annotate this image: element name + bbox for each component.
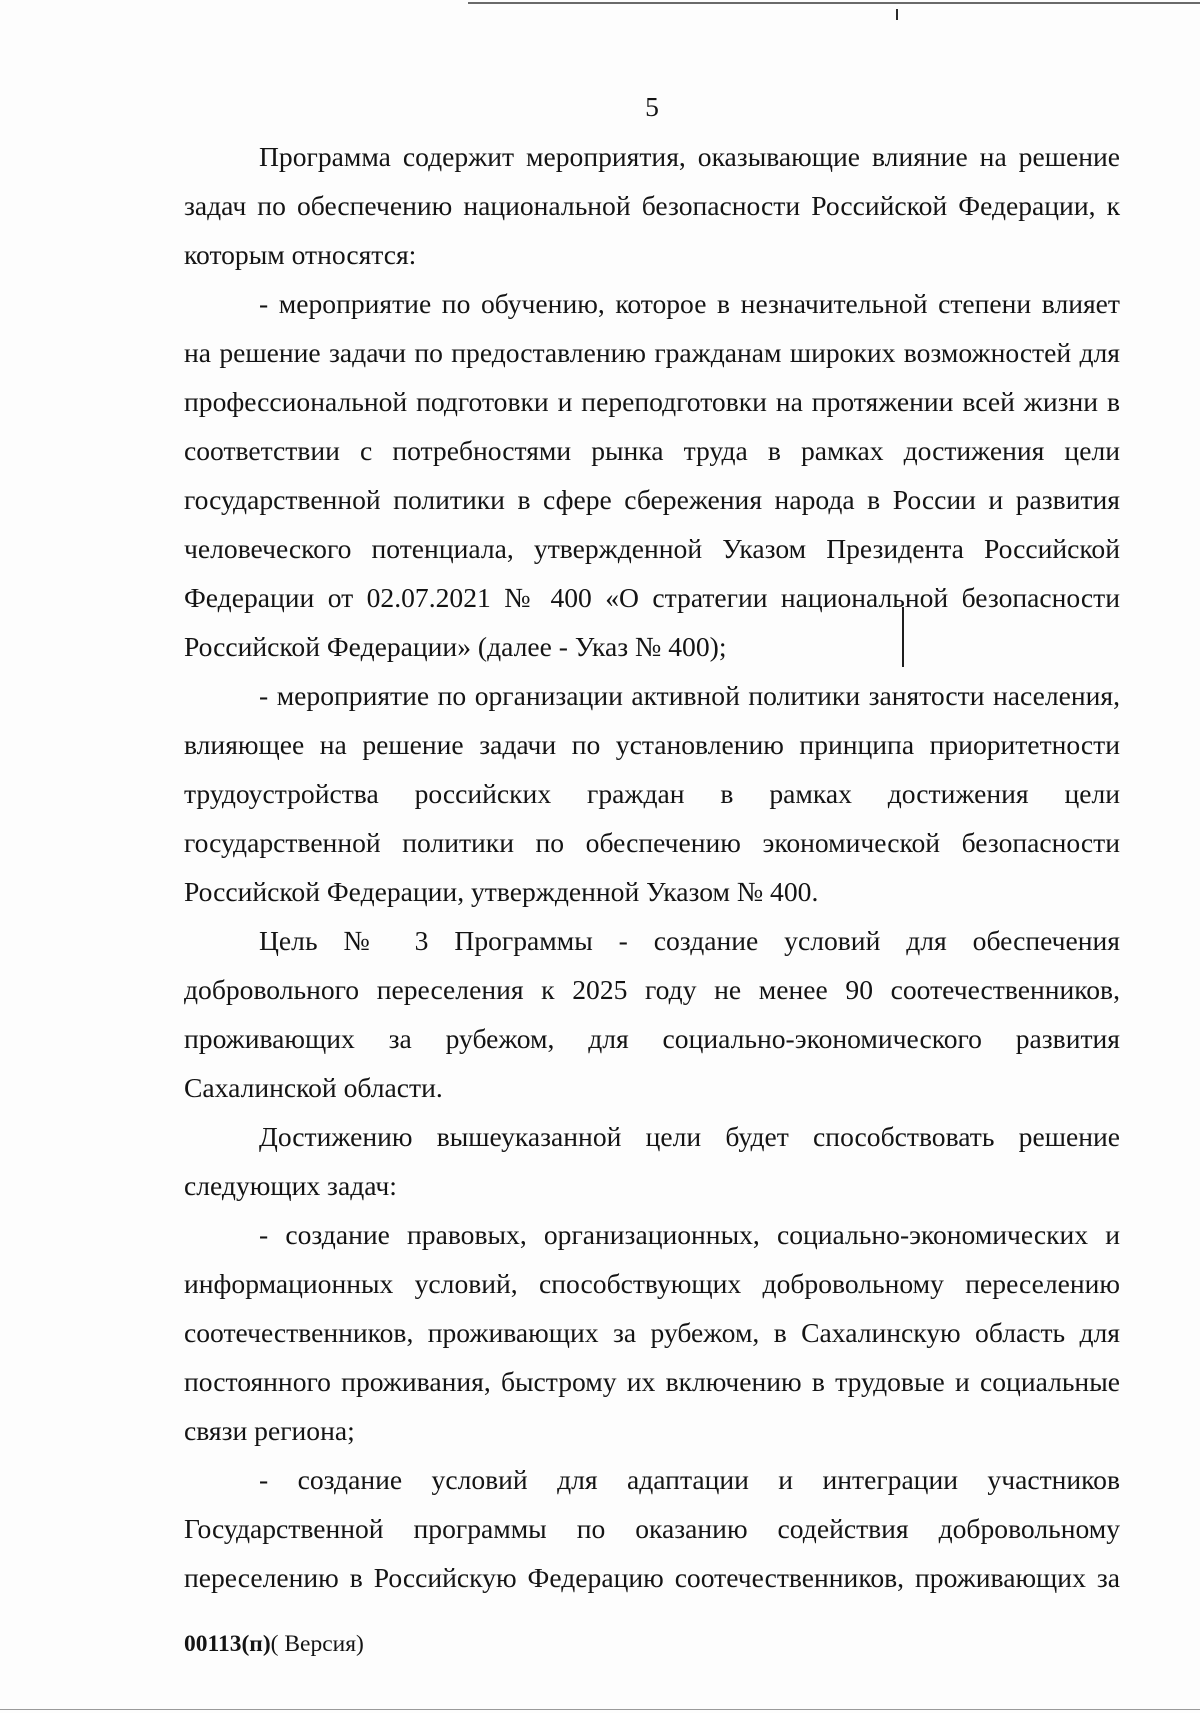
- paragraph-line: Цель № 3 Программы - создание условий для обеспечения: [259, 925, 1120, 956]
- paragraph-line: соответствии с потребностями рынка труда в рамках достижения цели: [184, 435, 1120, 466]
- task-bullet-conditions: [184, 1210, 1120, 1455]
- paragraph-line: переселению в Российскую Федерацию соотечественников, проживающих за: [184, 1562, 1120, 1593]
- paragraph-line: задач по обеспечению национальной безопасности Российской Федерации, к: [184, 190, 1120, 221]
- paragraph-line: Сахалинской области.: [184, 1072, 443, 1103]
- paragraph-line: Российской Федерации» (далее - Указ № 400);: [184, 631, 727, 662]
- paragraph-line: государственной политики по обеспечению экономической безопасности: [184, 827, 1120, 858]
- paragraph-line: государственной политики в сфере сбережения народа в России и развития: [184, 484, 1120, 515]
- paragraph-line: - создание условий для адаптации и интеграции участников: [259, 1464, 1120, 1495]
- paragraph-line: добровольного переселения к 2025 году не менее 90 соотечественников,: [184, 974, 1120, 1005]
- bullet-training-measure: [184, 279, 1120, 671]
- tasks-intro-paragraph: [184, 1112, 1120, 1210]
- document-footer: [184, 1629, 364, 1659]
- document-version: ( Версия): [270, 1631, 364, 1657]
- paragraph-line: постоянного проживания, быстрому их включению в трудовые и социальные: [184, 1366, 1120, 1397]
- scan-artifact-tick: [896, 9, 898, 20]
- paragraph-line: человеческого потенциала, утвержденной Указом Президента Российской: [184, 533, 1120, 564]
- paragraph-line: информационных условий, способствующих добровольному переселению: [184, 1268, 1120, 1299]
- goal-3-paragraph: [184, 916, 1120, 1112]
- paragraph-line: соотечественников, проживающих за рубежом, в Сахалинскую область для: [184, 1317, 1120, 1348]
- paragraph-line: - мероприятие по обучению, которое в незначительной степени влияет: [259, 288, 1120, 319]
- bullet-employment-measure: [184, 671, 1120, 916]
- paragraph-line: проживающих за рубежом, для социально-экономического развития: [184, 1023, 1120, 1054]
- paragraph-line: Российской Федерации, утвержденной Указом № 400.: [184, 876, 819, 907]
- paragraph-line: связи региона;: [184, 1415, 355, 1446]
- paragraph-line: Федерации от 02.07.2021 № 400 «О стратегии национальной безопасности: [184, 582, 1120, 613]
- paragraph-line: - создание правовых, организационных, социально-экономических и: [259, 1219, 1120, 1250]
- paragraph-line: которым относятся:: [184, 239, 417, 270]
- scan-artifact-bottom-line: [0, 1709, 1200, 1710]
- task-bullet-adaptation: [184, 1455, 1120, 1602]
- paragraph-line: влияющее на решение задачи по установлению принципа приоритетности: [184, 729, 1120, 760]
- paragraph-line: на решение задачи по предоставлению гражданам широких возможностей для: [184, 337, 1120, 368]
- paragraph-line: следующих задач:: [184, 1170, 397, 1201]
- paragraph-line: трудоустройства российских граждан в рамках достижения цели: [184, 778, 1120, 809]
- paragraph-line: Достижению вышеуказанной цели будет способствовать решение: [259, 1121, 1120, 1152]
- paragraph-line: Программа содержит мероприятия, оказывающие влияние на решение: [259, 141, 1120, 172]
- document-body: [184, 132, 1120, 1602]
- paragraph-line: Государственной программы по оказанию содействия добровольному: [184, 1513, 1120, 1544]
- scan-artifact-top-line: [468, 2, 1200, 4]
- page-number: 5: [645, 91, 659, 122]
- paragraph-intro: [184, 132, 1120, 279]
- paragraph-line: - мероприятие по организации активной политики занятости населения,: [259, 680, 1120, 711]
- document-code: 00113(п): [184, 1631, 271, 1657]
- paragraph-line: профессиональной подготовки и переподготовки на протяжении всей жизни в: [184, 386, 1120, 417]
